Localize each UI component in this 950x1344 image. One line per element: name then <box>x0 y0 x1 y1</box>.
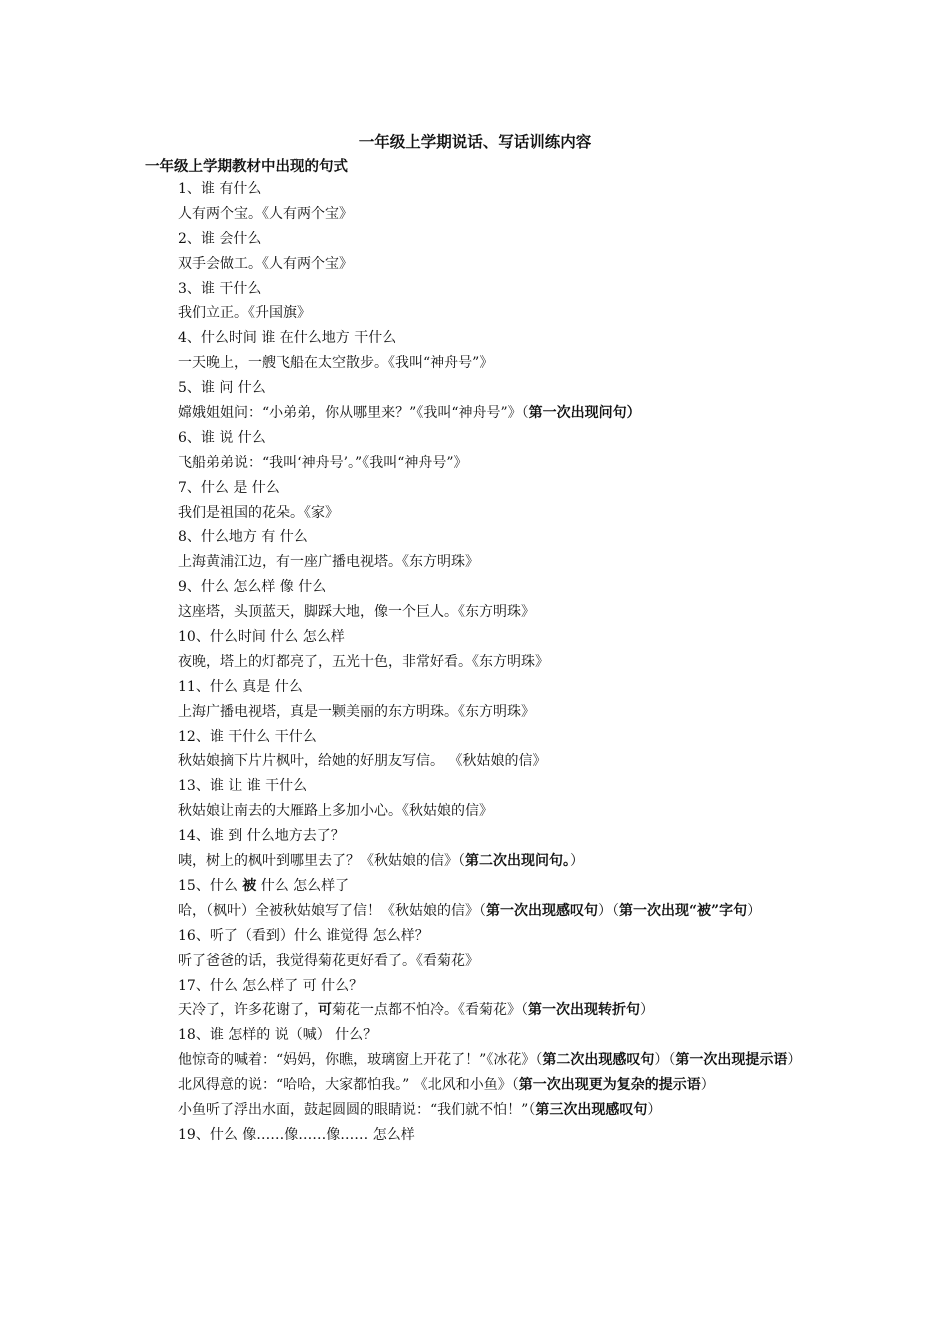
pattern-line: 10、什么时间 什么 怎么样 <box>178 629 345 646</box>
note-bold: 第一次出现转折句 <box>528 1002 640 1019</box>
example-line: 这座塔，头顶蓝天，脚踩大地，像一个巨人。《东方明珠》 <box>178 604 535 621</box>
note-bold: 第一次出现感叹句 <box>486 902 598 919</box>
example-line: 人有两个宝。《人有两个宝》 <box>178 205 353 222</box>
example-line: 我们是祖国的花朵。《家》 <box>178 504 339 521</box>
pattern-line: 5、谁 问 什么 <box>178 380 266 397</box>
keyword-bold: 可 <box>318 1002 332 1019</box>
example-line: 小鱼听了浮出水面，鼓起圆圆的眼睛说：“我们就不怕！”（第三次出现感叹句） <box>178 1102 662 1118</box>
pattern-line: 1、谁 有什么 <box>178 181 262 197</box>
pattern-line: 15、什么 被 什么 怎么样了 <box>178 877 350 894</box>
pattern-line: 16、听了（看到）什么 谁觉得 怎么样？ <box>178 927 429 944</box>
keyword-bold: 被 <box>242 877 257 894</box>
example-line: 上海广播电视塔，真是一颗美丽的东方明珠。《东方明珠》 <box>178 703 535 720</box>
example-line: 上海黄浦江边，有一座广播电视塔。《东方明珠》 <box>178 554 479 571</box>
note-bold: 第二次出现问句。 <box>465 853 570 870</box>
note-bold: 第一次出现问句） <box>528 405 641 422</box>
pattern-line: 18、谁 怎样的 说（喊） 什么？ <box>178 1027 378 1044</box>
note-bold: 第一次出现提示语 <box>675 1052 788 1069</box>
example-line: 一天晚上，一艘飞船在太空散步。《我叫“神舟号”》 <box>178 355 494 372</box>
pattern-line: 11、什么 真是 什么 <box>178 678 303 695</box>
pattern-line: 4、什么时间 谁 在什么地方 干什么 <box>178 330 397 347</box>
pattern-line: 14、谁 到 什么地方去了？ <box>178 828 345 845</box>
example-line: 夜晚，塔上的灯都亮了，五光十色，非常好看。《东方明珠》 <box>178 653 549 670</box>
example-line: 咦，树上的枫叶到哪里去了？《秋姑娘的信》（第二次出现问句。） <box>178 853 584 870</box>
example-line: 我们立正。《升国旗》 <box>178 305 311 322</box>
pattern-line: 8、什么地方 有 什么 <box>178 529 308 546</box>
pattern-line: 2、谁 会什么 <box>178 230 262 247</box>
pattern-line: 3、谁 干什么 <box>178 280 262 297</box>
example-line: 北风得意的说：“哈哈，大家都怕我。” 《北风和小鱼》（第一次出现更为复杂的提示语） <box>178 1077 715 1094</box>
example-line: 秋姑娘让南去的大雁路上多加小心。《秋姑娘的信》 <box>178 803 493 820</box>
section-heading: 一年级上学期教材中出现的句式 <box>145 158 348 175</box>
pattern-line: 12、谁 干什么 干什么 <box>178 728 317 745</box>
example-line: 天冷了，许多花谢了，可菊花一点都不怕冷。《看菊花》（第一次出现转折句） <box>178 1002 654 1019</box>
pattern-line: 19、什么 像……像……像…… 怎么样 <box>178 1126 415 1143</box>
example-line: 双手会做工。《人有两个宝》 <box>178 255 353 272</box>
note-bold: 第三次出现感叹句 <box>535 1102 648 1118</box>
example-line: 嫦娥姐姐问：“小弟弟，你从哪里来？”《我叫“神舟号”》（第一次出现问句） <box>178 405 641 422</box>
note-bold: 第二次出现感叹句 <box>542 1052 655 1069</box>
note-bold: 第一次出现更为复杂的提示语 <box>518 1077 701 1094</box>
example-line: 哈，（枫叶）全被秋姑娘写了信！《秋姑娘的信》（第一次出现感叹句）（第一次出现“被”字句） <box>178 902 762 919</box>
pattern-line: 13、谁 让 谁 干什么 <box>178 778 308 795</box>
sentence-pattern-list <box>145 177 810 1148</box>
pattern-line: 6、谁 说 什么 <box>178 429 266 446</box>
pattern-line: 17、什么 怎么样了 可 什么？ <box>178 977 364 994</box>
example-line: 他惊奇的喊着：“妈妈，你瞧，玻璃窗上开花了！”《冰花》（第二次出现感叹句）（第一次出现提示语） <box>178 1052 802 1069</box>
example-line: 飞船弟弟说：“我叫‘神舟号’。”《我叫“神舟号”》 <box>178 454 468 471</box>
pattern-line: 9、什么 怎么样 像 什么 <box>178 579 327 596</box>
pattern-line: 7、什么 是 什么 <box>178 479 280 496</box>
example-line: 秋姑娘摘下片片枫叶，给她的好朋友写信。 《秋姑娘的信》 <box>178 753 547 770</box>
example-line: 听了爸爸的话，我觉得菊花更好看了。《看菊花》 <box>178 952 479 969</box>
document-title: 一年级上学期说话、写话训练内容 <box>358 132 592 151</box>
note-bold: 第一次出现“被”字句 <box>619 902 748 919</box>
